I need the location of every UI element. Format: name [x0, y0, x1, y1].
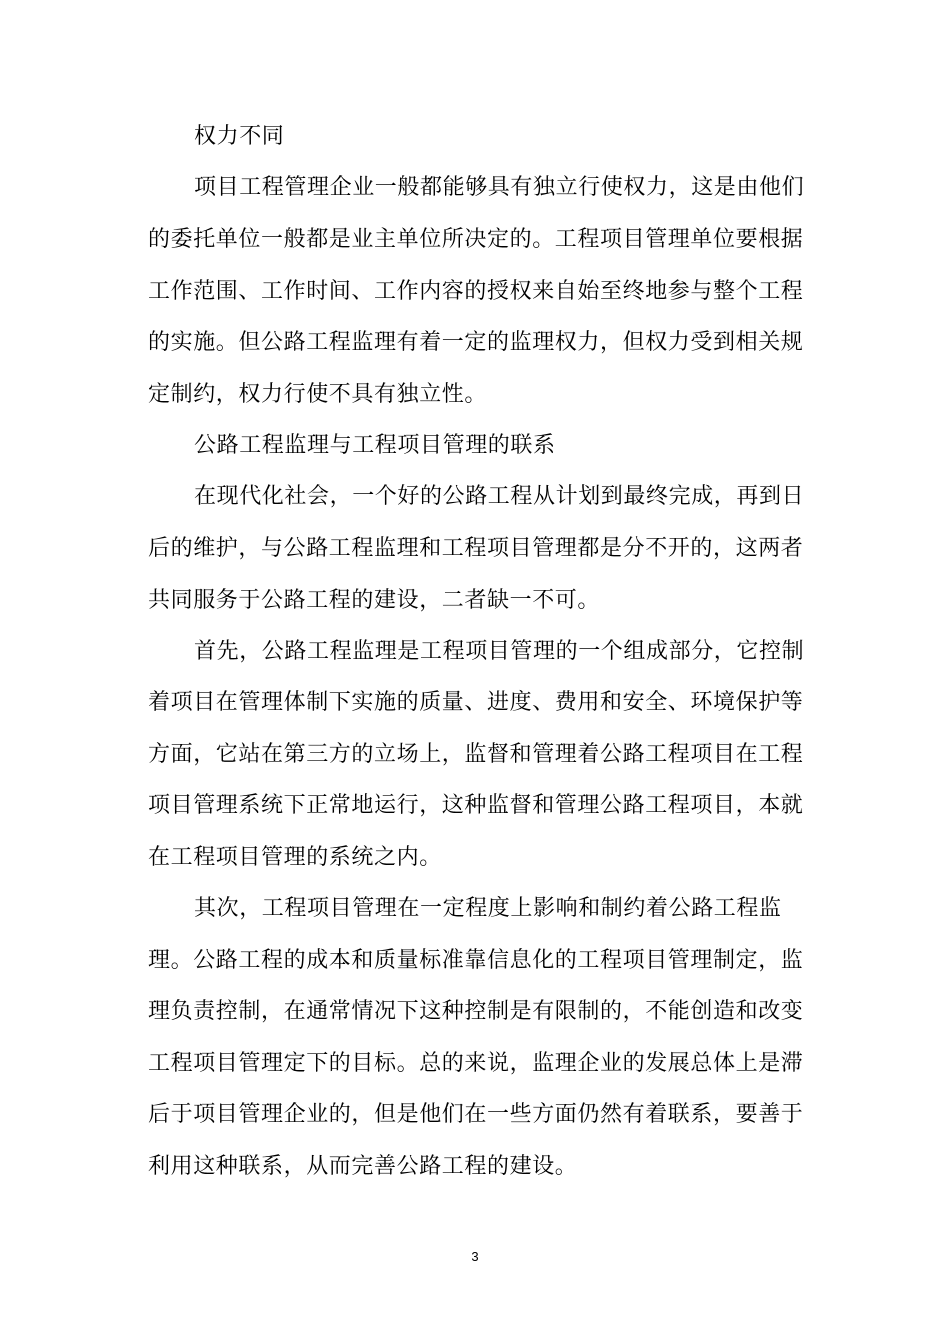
paragraph-line: 理。公路工程的成本和质量标准靠信息化的工程项目管理制定，监: [148, 948, 804, 973]
paragraph-line: 共同服务于公路工程的建设，二者缺一不可。: [148, 588, 601, 613]
paragraph-line: 后的维护，与公路工程监理和工程项目管理都是分不开的，这两者: [148, 536, 804, 561]
section-heading-power-difference: 权力不同: [194, 124, 285, 149]
paragraph-line: 项目工程管理企业一般都能够具有独立行使权力，这是由他们: [194, 175, 805, 200]
paragraph-line: 项目管理系统下正常地运行，这种监督和管理公路工程项目，本就: [148, 793, 804, 818]
paragraph-line: 其次，工程项目管理在一定程度上影响和制约着公路工程监: [194, 896, 782, 921]
paragraph-line: 后于项目管理企业的，但是他们在一些方面仍然有着联系，要善于: [148, 1102, 804, 1127]
paragraph-line: 的实施。但公路工程监理有着一定的监理权力，但权力受到相关规: [148, 330, 804, 355]
page-number: 3: [471, 1249, 479, 1264]
section-heading-relationship: 公路工程监理与工程项目管理的联系: [194, 433, 556, 458]
paragraph-line: 的委托单位一般都是业主单位所决定的。工程项目管理单位要根据: [148, 227, 804, 252]
paragraph-line: 方面，它站在第三方的立场上，监督和管理着公路工程项目在工程: [148, 742, 804, 767]
paragraph-line: 工程项目管理定下的目标。总的来说，监理企业的发展总体上是滞: [148, 1051, 804, 1076]
paragraph-line: 在工程项目管理的系统之内。: [148, 845, 442, 870]
paragraph-line: 在现代化社会，一个好的公路工程从计划到最终完成，再到日: [194, 484, 805, 509]
paragraph-line: 利用这种联系，从而完善公路工程的建设。: [148, 1154, 578, 1179]
paragraph-line: 着项目在管理体制下实施的质量、进度、费用和安全、环境保护等: [148, 690, 804, 715]
paragraph-line: 理负责控制，在通常情况下这种控制是有限制的，不能创造和改变: [148, 999, 804, 1024]
paragraph-line: 首先，公路工程监理是工程项目管理的一个组成部分，它控制: [194, 639, 805, 664]
paragraph-line: 工作范围、工作时间、工作内容的授权来自始至终地参与整个工程: [148, 279, 804, 304]
paragraph-line: 定制约，权力行使不具有独立性。: [148, 382, 488, 407]
